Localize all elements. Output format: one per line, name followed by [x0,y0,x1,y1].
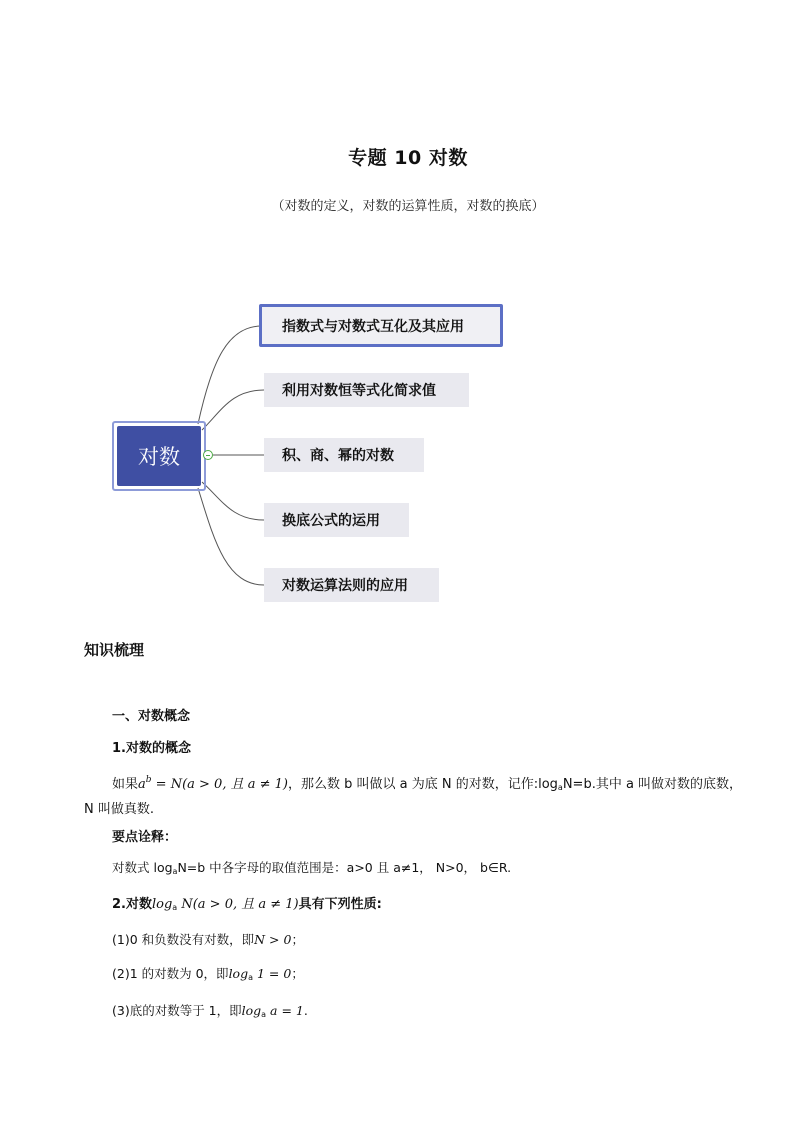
property-1: (1)0 和负数没有对数，即N > 0； [112,932,304,947]
connector-2 [202,390,264,430]
mindmap-root-node[interactable] [112,421,206,491]
page-title: 专题 10 对数 [348,147,468,169]
section-heading: 知识梳理 [84,641,145,659]
heading-concept: 一、对数概念 [112,709,191,724]
connector-5 [198,488,264,585]
mindmap-branch-5[interactable]: 对数运算法则的应用 [264,568,439,602]
properties-heading: 2.对数$\log_a N(a > 0$, 且 a ≠ 1)具有下列性质: [112,897,382,912]
mindmap-root-label: 对数 [117,426,201,486]
property-2: (2)1 的对数为 0，即$\log_a 1 = 0$； [112,966,304,982]
mindmap-branch-3[interactable]: 积、商、幂的对数 [264,438,424,472]
collapse-toggle-icon[interactable] [203,450,213,460]
mindmap-branch-4[interactable]: 换底公式的运用 [264,503,409,537]
key-points-heading: 要点诠释： [112,830,178,845]
range-line: 对数式 $\log_aN=b$ 中各字母的取值范围是：a>0 且 a≠1， N>0， b∈R. [112,860,512,876]
heading-definition: 1.对数的概念 [112,741,191,756]
definition-paragraph: 如果$a^b = N(a > 0$, 且 a ≠ 1)，那么数 b 叫做以 a 为底 N 的对数，记作$:\log_aN=b$.其中 a 叫做对数的底数，N 叫做真数. [84,775,743,817]
property-3: (3)底的对数等于 1，即$\log_a a = 1$. [112,1003,308,1019]
page-subtitle: （对数的定义，对数的运算性质，对数的换底） [271,199,545,214]
mindmap-branch-2[interactable]: 利用对数恒等式化简求值 [264,373,469,407]
connector-4 [202,482,264,520]
mindmap-branch-1[interactable]: 指数式与对数式互化及其应用 [259,304,503,347]
connector-1 [198,326,262,424]
